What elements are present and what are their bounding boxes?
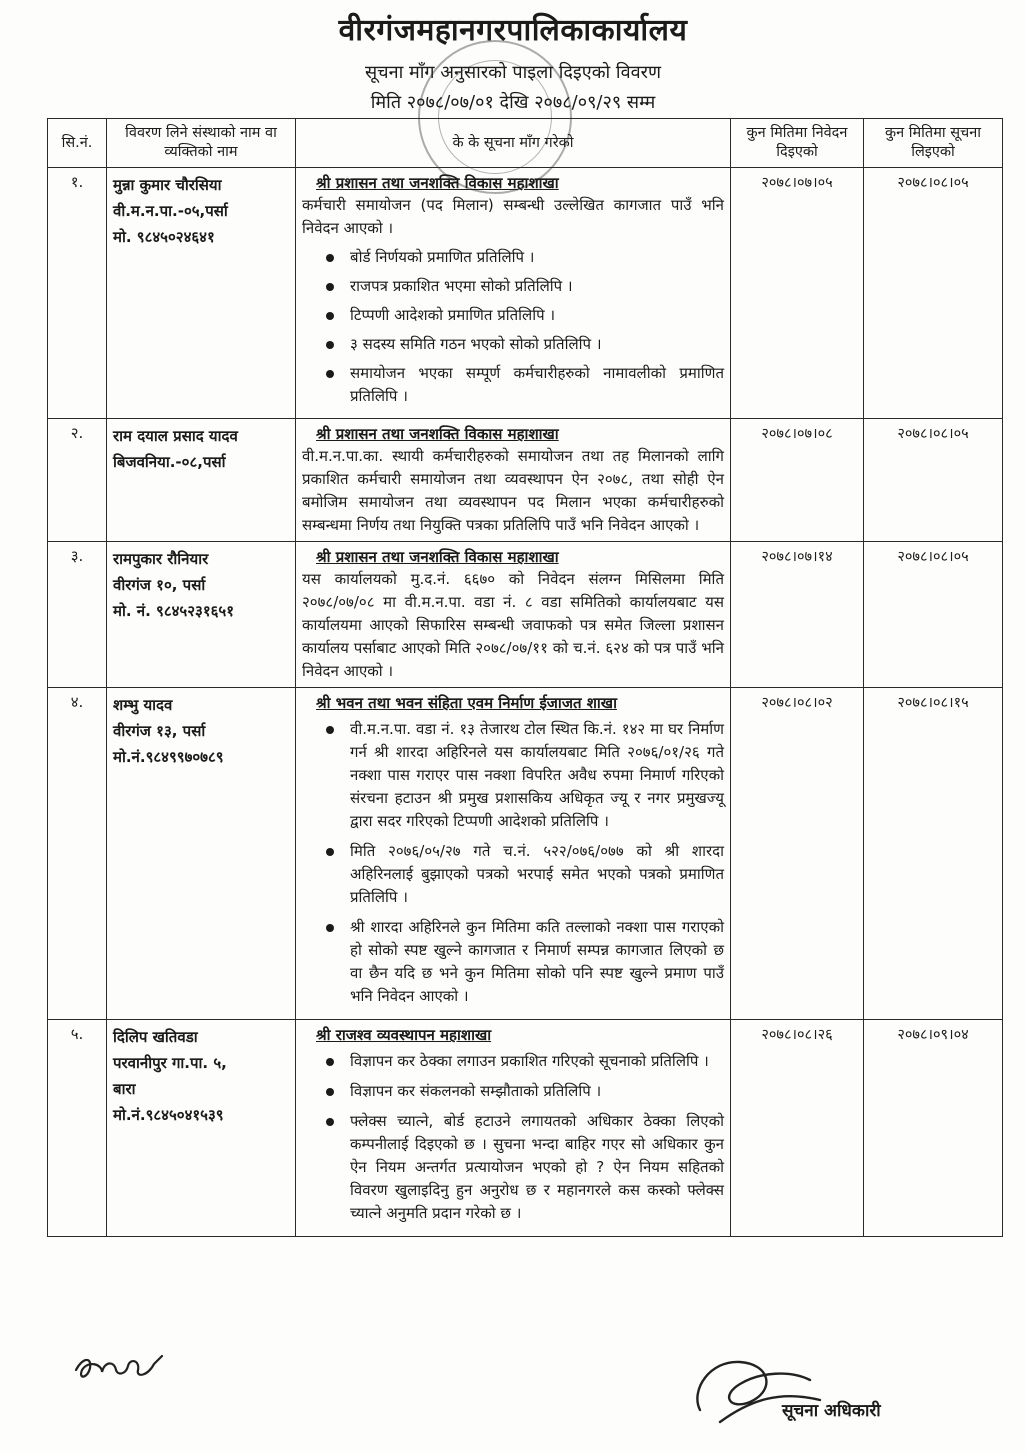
requester-line: वीरगंज १३, पर्सा bbox=[113, 722, 206, 740]
requester-line: शम्भु यादव bbox=[113, 696, 173, 714]
requester-line: मो. ९८४५०२४६४१ bbox=[113, 228, 215, 246]
request-description: यस कार्यालयको मु.द.नं. ६६७० को निवेदन संलग्न मिसिलमा मिति २०७८/०७/०८ मा वी.म.न.पा. वडा नं. ८ वडा समितिको कार्यालयबाट यस कार्यालयमा आएको सिफारिस सम्बन्धी जवाफको पत्र समेत जिल्ला प्रशासन कार्यालय पर्साबाट आएको मिति २०७८/०७/११ को च.नं. ६२४ को पत्र पाउँ भनि निवेदन आएको । bbox=[302, 570, 724, 680]
request-details-cell bbox=[296, 419, 731, 542]
applied-date: २०७८।०८।०२ bbox=[731, 688, 864, 1020]
requester-line: वीरगंज १०, पर्सा bbox=[113, 576, 206, 594]
info-provided-date: २०७८।०८।०५ bbox=[864, 168, 1003, 419]
requester-cell bbox=[107, 1020, 296, 1237]
request-description: कर्मचारी समायोजन (पद मिलान) सम्बन्धी उल्लेखित कागजात पाउँ भनि निवेदन आएको । bbox=[302, 196, 724, 237]
requester-cell bbox=[107, 688, 296, 1020]
requested-items-list bbox=[302, 1050, 724, 1225]
requested-item: श्री शारदा अहिरिनले कुन मितिमा कति तल्लाको नक्शा पास गराएको हो सोको स्पष्ट खुल्ने कागजात र निमार्ण सम्पन्न कागजात लिएको छ वा छैन यदि छ भने कुन मितिमा सोको पनि स्पष्ट खुल्ने प्रमाण पाउँ भनि निवेदन आएको । bbox=[302, 916, 724, 1008]
requested-item: टिप्पणी आदेशको प्रमाणित प्रतिलिपि । bbox=[302, 304, 724, 327]
branch-name: श्री प्रशासन तथा जनशक्ति विकास महाशाखा bbox=[316, 425, 559, 443]
requester-line: मो.नं.९८४९९७०७८९ bbox=[113, 748, 224, 766]
requested-item: विज्ञापन कर संकलनको सम्झौताको प्रतिलिपि । bbox=[302, 1080, 724, 1103]
date-range: मिति २०७८/०७/०१ देखि २०७८/०९/२९ सम्म bbox=[370, 92, 656, 113]
request-details-cell bbox=[296, 542, 731, 688]
requested-item: समायोजन भएका सम्पूर्ण कर्मचारीहरुको नामावलीको प्रमाणित प्रतिलिपि । bbox=[302, 362, 724, 408]
requested-item: राजपत्र प्रकाशित भएमा सोको प्रतिलिपि । bbox=[302, 275, 724, 298]
requested-items-list bbox=[302, 718, 724, 1008]
branch-name: श्री प्रशासन तथा जनशक्ति विकास महाशाखा bbox=[316, 174, 559, 192]
table-row bbox=[48, 419, 1003, 542]
requested-item: वी.म.न.पा. वडा नं. १३ तेजारथ टोल स्थित कि.नं. १४२ मा घर निर्माण गर्न श्री शारदा अहिरिनले यस कार्यालयबाट मिति २०७६/०१/२६ गते नक्शा पास गराएर पास नक्शा विपरित अवैध रुपमा निमार्ण गरिएको संरचना हटाउन श्री प्रमुख प्रशासकिय अधिकृत ज्यू र नगर प्रमुखज्यू द्वारा सदर गरिएको टिप्पणी आदेशको प्रतिलिपि । bbox=[302, 718, 724, 833]
requested-item: बोर्ड निर्णयको प्रमाणित प्रतिलिपि । bbox=[302, 246, 724, 269]
row-serial-number: २. bbox=[48, 419, 107, 542]
row-serial-number: १. bbox=[48, 168, 107, 419]
branch-name: श्री राजश्व व्यवस्थापन महाशाखा bbox=[316, 1026, 492, 1044]
request-details-cell bbox=[296, 1020, 731, 1237]
table-body bbox=[48, 168, 1003, 1237]
header-name: विवरण लिने संस्थाको नाम वा व्यक्तिको नाम bbox=[107, 119, 296, 168]
branch-name: श्री भवन तथा भवन संहिता एवम निर्माण ईजाजत शाखा bbox=[316, 694, 617, 712]
requester-line: बिजवनिया.-०८,पर्सा bbox=[113, 453, 226, 471]
requester-cell bbox=[107, 168, 296, 419]
info-provided-date: २०७८।०८।०५ bbox=[864, 419, 1003, 542]
requester-line: रामपुकार रौनियार bbox=[113, 550, 209, 568]
applied-date: २०७८।०७।०५ bbox=[731, 168, 864, 419]
requested-item: विज्ञापन कर ठेक्का लगाउन प्रकाशित गरिएको सूचनाको प्रतिलिपि । bbox=[302, 1050, 724, 1073]
header-info-date: कुन मितिमा सूचना लिइएको bbox=[864, 119, 1003, 168]
applied-date: २०७८।०८।२६ bbox=[731, 1020, 864, 1237]
requester-line: दिलिप खतिवडा bbox=[113, 1028, 198, 1046]
table-row bbox=[48, 168, 1003, 419]
requested-item: फ्लेक्स च्यात्ने, बोर्ड हटाउने लगायतको अधिकार ठेक्का लिएको कम्पनीलाई दिइएको छ । सुचना भन्दा बाहिर गएर सो अधिकार कुन ऐन नियम अन्तर्गत प्रत्यायोजन भएको हो ? ऐन नियम सहितको विवरण खुलाइदिनु हुन अनुरोध छ र महानगरले कस कस्को फ्लेक्स च्यात्ने अनुमति प्रदान गरेको छ । bbox=[302, 1110, 724, 1225]
info-provided-date: २०७८।०९।०४ bbox=[864, 1020, 1003, 1237]
requester-cell bbox=[107, 419, 296, 542]
office-title: वीरगंजमहानगरपालिकाकार्यालय bbox=[338, 13, 688, 48]
header-sn: सि.नं. bbox=[48, 119, 107, 168]
requester-line: परवानीपुर गा.पा. ५, bbox=[113, 1054, 227, 1072]
header-applied-date: कुन मितिमा निवेदन दिइएको bbox=[731, 119, 864, 168]
document-subtitle: सूचना माँग अनुसारको पाइला दिइएको विवरण bbox=[365, 62, 661, 83]
signature-left bbox=[68, 1340, 178, 1390]
information-request-table bbox=[47, 118, 1003, 1237]
info-provided-date: २०७८।०८।०५ bbox=[864, 542, 1003, 688]
information-officer-label: सूचना अधिकारी bbox=[782, 1401, 881, 1421]
table-row bbox=[48, 688, 1003, 1020]
request-details-cell bbox=[296, 688, 731, 1020]
requester-line: राम दयाल प्रसाद यादव bbox=[113, 427, 238, 445]
branch-name: श्री प्रशासन तथा जनशक्ति विकास महाशाखा bbox=[316, 548, 559, 566]
requester-line: मो.नं.९८४५०४१५३९ bbox=[113, 1106, 224, 1124]
requested-items-list bbox=[302, 246, 724, 408]
requester-line: वी.म.न.पा.-०५,पर्सा bbox=[113, 202, 228, 220]
table-header-row bbox=[48, 119, 1003, 168]
table-row bbox=[48, 542, 1003, 688]
row-serial-number: ४. bbox=[48, 688, 107, 1020]
table-row bbox=[48, 1020, 1003, 1237]
requested-item: ३ सदस्य समिति गठन भएको सोको प्रतिलिपि । bbox=[302, 333, 724, 356]
request-details-cell bbox=[296, 168, 731, 419]
applied-date: २०७८।०७।०८ bbox=[731, 419, 864, 542]
requester-cell bbox=[107, 542, 296, 688]
requested-item: मिति २०७६/०५/२७ गते च.नं. ५२२/०७६/०७७ को श्री शारदा अहिरिनलाई बुझाएको पत्रको भरपाई समेत भएको पत्रको प्रमाणित प्रतिलिपि । bbox=[302, 840, 724, 909]
row-serial-number: ३. bbox=[48, 542, 107, 688]
requester-line: मुन्ना कुमार चौरसिया bbox=[113, 176, 222, 194]
requester-line: बारा bbox=[113, 1080, 136, 1098]
info-provided-date: २०७८।०८।१५ bbox=[864, 688, 1003, 1020]
row-serial-number: ५. bbox=[48, 1020, 107, 1237]
applied-date: २०७८।०७।१४ bbox=[731, 542, 864, 688]
header-request: के के सूचना माँग गरेको bbox=[296, 119, 731, 168]
request-description: वी.म.न.पा.का. स्थायी कर्मचारीहरुको समायोजन तथा तह मिलानको लागि प्रकाशित कर्मचारी समायोजन तथा व्यवस्थापन ऐन २०७८, तथा सोही ऐन बमोजिम समायोजन तथा व्यवस्थापन पद मिलान भएका कर्मचारीहरुको सम्बन्धमा निर्णय तथा नियुक्ति पत्रका प्रतिलिपि पाउँ भनि निवेदन आएको । bbox=[302, 447, 724, 534]
requester-line: मो. नं. ९८४५२३१६५१ bbox=[113, 602, 235, 620]
